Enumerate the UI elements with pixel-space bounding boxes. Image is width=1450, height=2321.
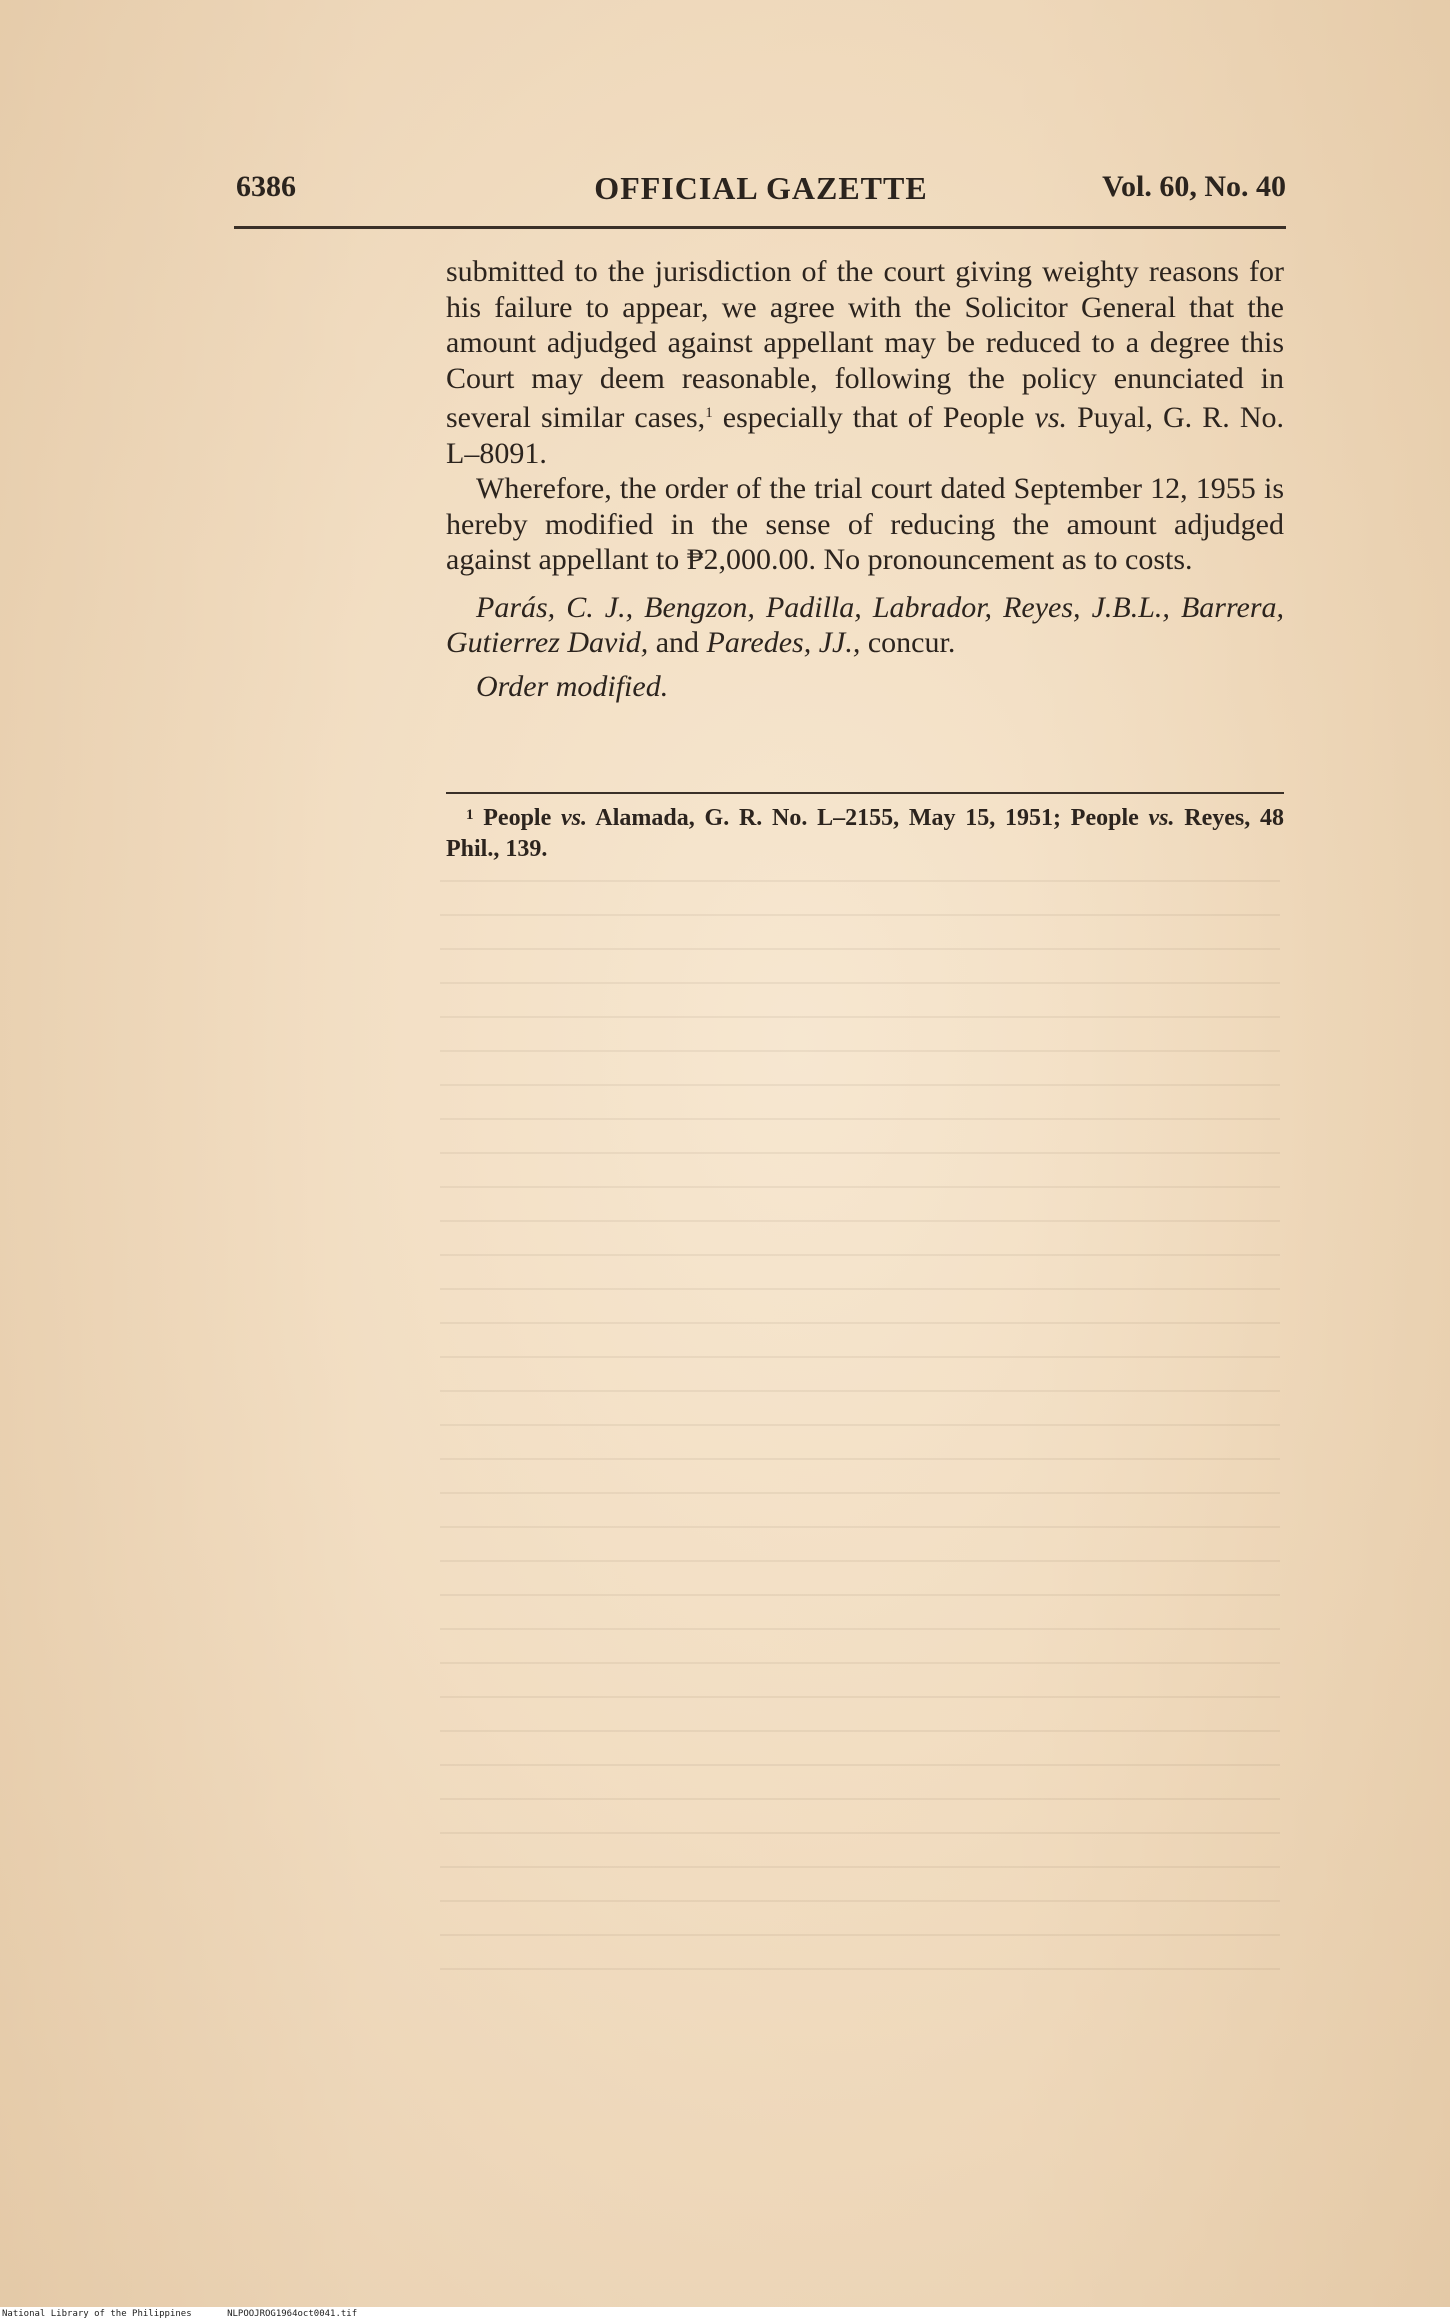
page-number: 6386 bbox=[236, 170, 296, 203]
footnote-mark: 1 bbox=[466, 807, 474, 823]
scan-library: National Library of the Philippines bbox=[2, 2309, 192, 2319]
scan-file: NLPOOJROG1964oct0041.tif bbox=[227, 2309, 358, 2319]
header-rule bbox=[234, 226, 1286, 229]
footnote-rule bbox=[446, 792, 1284, 794]
page-header bbox=[236, 170, 1286, 216]
disposition: Order modified. bbox=[476, 669, 669, 703]
body-text bbox=[446, 254, 1284, 704]
paragraph-wherefore: Wherefore, the order of the trial court dated September 12, 1955 is hereby modified in the sense of reducing the amount adjudged against appellant to ₱2,000.00. No pronouncement as to costs. bbox=[446, 472, 1284, 576]
footnote: $^1$ People vs. Alamada, G. R. No. L–2155, May 15, 1951; People vs. Reyes, 48 Phil., 139. bbox=[446, 805, 1284, 862]
publication-title: OFFICIAL GAZETTE bbox=[594, 170, 928, 206]
concurring-justices: Parás, C. J., Bengzon, Padilla, Labrador, Reyes, J.B.L., Barrera, Gutierrez David, and Paredes, JJ., concur. bbox=[446, 590, 1284, 659]
paragraph-decision: submitted to the jurisdiction of the court giving weighty reasons for his failure to appear, we agree with the Solicitor General that the amount adjudged against appellant may be reduced to a degree this Court may deem reasonable, following the policy enunciated in several similar cases,$^1$ especially that of People vs. Puyal, G. R. No. L–8091. bbox=[446, 255, 1284, 470]
footnote-reference: 1 bbox=[705, 405, 713, 421]
volume-label: Vol. 60, No. 40 bbox=[1102, 170, 1286, 203]
scan-footer bbox=[0, 2307, 1450, 2321]
bleed-through-text bbox=[440, 880, 1280, 1980]
